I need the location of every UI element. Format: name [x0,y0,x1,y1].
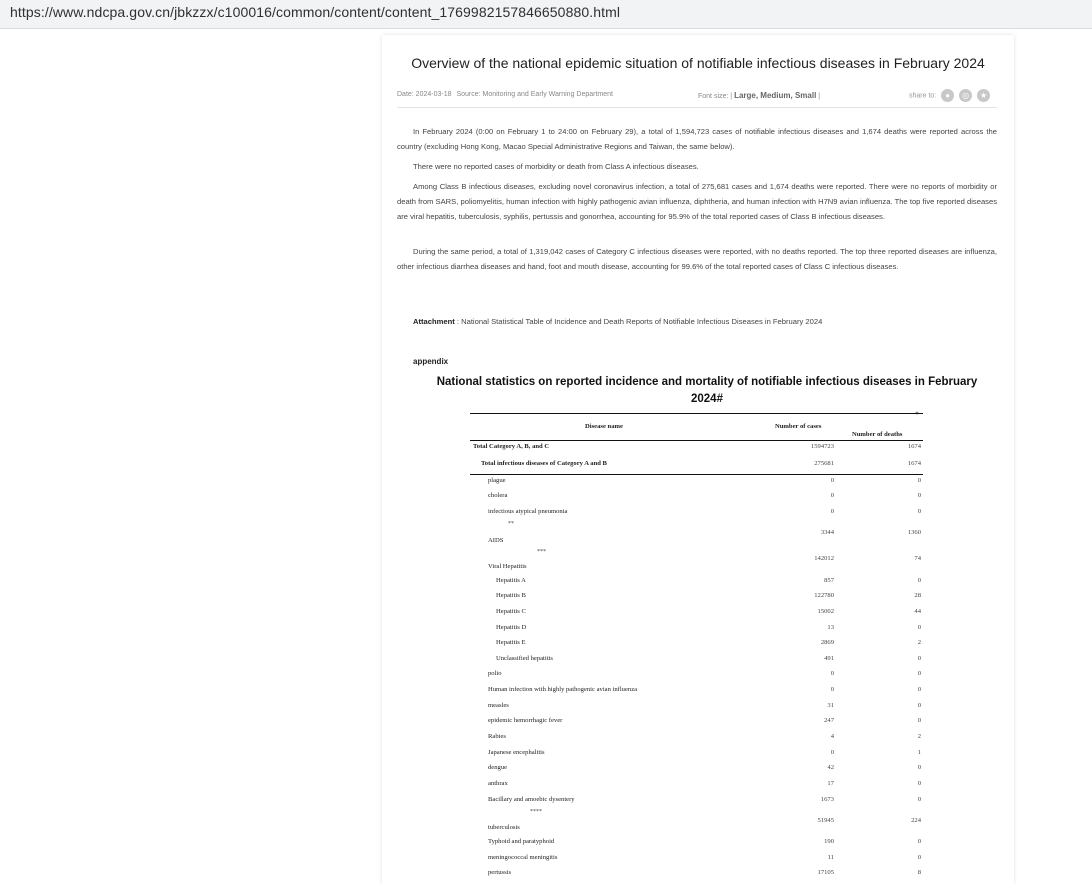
disease-name-cell: Total Category A, B, and C [473,443,550,450]
publish-date: Date: 2024-03-18 [397,91,452,98]
article-title: Overview of the national epidemic situation of notifiable infectious diseases in February 2024 [411,55,985,71]
disease-name-cell: pertussis [488,869,512,876]
cases-cell: 857 [824,577,834,584]
paragraph-3: Among Class B infectious diseases, excluding novel coronavirus infection, a total of 275,681 cases and 1,674 deaths were reported. There were no reports of morbidity or death from SARS, poliomyelitis, human infection with highly pathogenic avian influenza, diphtheria, and human infection with H7N9 avian influenza. The top five reported diseases are viral hepatitis, tuberculosis, syphilis, pertussis and gonorrhea, accounting for 95.9% of the total reported cases of Class B infectious diseases. [397,182,997,221]
table-row [470,460,923,475]
table-row [470,717,923,731]
deaths-cell: 0 [917,838,921,845]
table-row [470,624,923,638]
article-source: Source: Monitoring and Early Warning Department [456,91,613,98]
font-size-label: Font size: | [698,93,733,100]
table-row [470,686,923,700]
article-meta [397,91,616,98]
cases-cell: 0 [830,508,834,515]
table-row [470,443,923,457]
table-row [470,639,923,653]
table-title: National statistics on reported incidence and mortality of notifiable infectious diseases in February 2024# [436,376,978,405]
deaths-cell: 0 [917,577,921,584]
cases-cell: 491 [824,655,834,662]
share-label: share to: [909,92,937,100]
table-header-rule [470,440,923,441]
cases-cell: 0 [830,670,834,677]
font-size-end: | [818,93,821,100]
deaths-cell: 0 [917,796,921,803]
deaths-cell: 0 [917,764,921,771]
deaths-cell: 0 [917,854,921,861]
appendix-label: appendix [413,357,449,366]
header-star: * [915,410,919,419]
cases-cell: 13 [827,624,834,631]
deaths-cell: 0 [917,624,921,631]
cases-cell: 11 [827,854,834,861]
cases-cell: 15002 [817,608,834,615]
table-row [470,608,923,622]
deaths-cell: 0 [917,492,921,499]
table-row [470,555,923,569]
paragraph-2: There were no reported cases of morbidity or death from Class A infectious diseases. [413,162,699,171]
cases-cell: 122780 [814,592,834,599]
table-row [470,733,923,747]
article-card [382,35,1014,884]
disease-name-cell: Hepatitis A [496,577,526,584]
cases-cell: 31 [827,702,834,709]
cases-cell: 247 [824,717,834,724]
disease-name-cell: Bacillary and amoebic dysentery [488,796,575,803]
table-row [470,838,923,852]
deaths-cell: 74 [914,555,921,562]
disease-name-cell: Hepatitis C [496,608,526,615]
disease-name-cell: cholera [488,492,508,499]
right-margin [1014,35,1092,884]
table-top-rule [470,413,923,414]
cases-cell: 0 [830,477,834,484]
disease-name-cell: infectious atypical pneumonia [488,508,568,515]
cases-cell: 3344 [820,529,834,536]
disease-name-cell: Hepatitis D [496,624,527,631]
disease-name-cell: Total infectious diseases of Category A and B [481,460,607,467]
qzone-share-icon[interactable]: ★ [977,89,990,102]
table-row [470,749,923,763]
table-row [470,477,923,491]
disease-name-cell: meningococcal meningitis [488,854,558,861]
attachment-line [413,317,822,326]
deaths-cell: 2 [917,733,921,740]
meta-divider [397,107,997,108]
cases-cell: 142012 [814,555,834,562]
disease-name-cell: polio [488,670,502,677]
font-size-control [698,91,820,100]
cases-cell: 0 [830,492,834,499]
attachment-link[interactable]: : National Statistical Table of Incidence and Death Reports of Notifiable Infectious Diseases in February 2024 [454,317,823,326]
table-row [470,764,923,778]
table-row [470,655,923,669]
footnote-aids-marker: ** [508,521,514,527]
header-disease-name: Disease name [585,423,623,430]
table-row [470,508,923,522]
paragraph-4: During the same period, a total of 1,319,042 cases of Category C infectious diseases were reported, with no deaths reported. The top three reported diseases are influenza, other infectious diarrhea diseases and hand, foot and mouth disease, accounting for 99.6% of the total reported cases of Class C infectious diseases. [397,247,997,271]
deaths-cell: 28 [914,592,921,599]
disease-name-cell: AIDS [488,537,504,544]
deaths-cell: 0 [917,508,921,515]
disease-name-cell: Unclassified hepatitis [496,655,553,662]
paragraph-1: In February 2024 (0:00 on February 1 to 24:00 on February 29), a total of 1,594,723 cases of notifiable infectious diseases and 1,674 deaths were reported across the country (excluding Hong Kong, Macao Special Administrative Regions and Taiwan, the same below). [397,127,997,151]
disease-name-cell: Human infection with highly pathogenic avian influenza [488,686,638,693]
cases-cell: 17105 [817,869,834,876]
table-row [470,702,923,716]
wechat-share-icon[interactable]: ● [941,89,954,102]
cases-cell: 4 [830,733,834,740]
deaths-cell: 0 [917,477,921,484]
font-size-options[interactable]: Large, Medium, Small [734,91,817,100]
disease-name-cell: epidemic hemorrhagic fever [488,717,563,724]
header-cases: Number of cases [775,423,822,430]
disease-name-cell: tuberculosis [488,824,520,831]
disease-name-cell: Japanese encephalitis [488,749,545,756]
disease-name-cell: plague [488,477,506,484]
share-bar [909,89,990,102]
cases-cell: 17 [827,780,834,787]
deaths-cell: 0 [917,780,921,787]
deaths-cell: 1360 [907,529,921,536]
cases-cell: 0 [830,749,834,756]
cases-cell: 1673 [820,796,834,803]
cases-cell: 51945 [817,817,834,824]
disease-name-cell: measles [488,702,509,709]
address-bar[interactable] [0,0,1092,29]
table-row [470,854,923,868]
disease-name-cell: Hepatitis B [496,592,526,599]
disease-name-cell: Viral Hepatitis [488,563,527,570]
table-row [470,577,923,591]
cases-cell: 2869 [820,639,834,646]
deaths-cell: 2 [917,639,921,646]
table-row [470,796,923,810]
table-row [470,780,923,794]
footnote-hepatitis-marker: *** [537,549,546,555]
cases-cell: 190 [824,838,834,845]
cases-cell: 0 [830,686,834,693]
deaths-cell: 0 [917,670,921,677]
cases-cell: 1594723 [810,443,834,450]
weibo-share-icon[interactable]: ◎ [959,89,972,102]
footnote-tuberculosis-marker: **** [530,809,542,815]
table-row [470,817,923,831]
deaths-cell: 1674 [907,460,921,467]
table-row [470,869,923,883]
left-margin [0,35,382,884]
deaths-cell: 44 [914,608,921,615]
deaths-cell: 0 [917,702,921,709]
deaths-cell: 1 [917,749,921,756]
header-deaths: Number of deaths [852,431,903,438]
deaths-cell: 0 [917,686,921,693]
deaths-cell: 0 [917,717,921,724]
deaths-cell: 8 [917,869,921,876]
deaths-cell: 0 [917,655,921,662]
disease-name-cell: Rabies [488,733,506,740]
attachment-label: Attachment [413,317,455,326]
cases-cell: 275681 [814,460,834,467]
table-row [470,670,923,684]
deaths-cell: 1674 [907,443,921,450]
deaths-cell: 224 [911,817,921,824]
disease-name-cell: Hepatitis E [496,639,526,646]
disease-name-cell: Typhoid and paratyphoid [488,838,555,845]
url-text[interactable]: https://www.ndcpa.gov.cn/jbkzzx/c100016/common/content/content_1769982157846650880.html [10,4,621,20]
table-row [470,592,923,606]
table-row [470,492,923,506]
cases-cell: 42 [827,764,834,771]
disease-name-cell: anthrax [488,780,508,787]
table-row [470,529,923,543]
disease-name-cell: dengue [488,764,508,771]
